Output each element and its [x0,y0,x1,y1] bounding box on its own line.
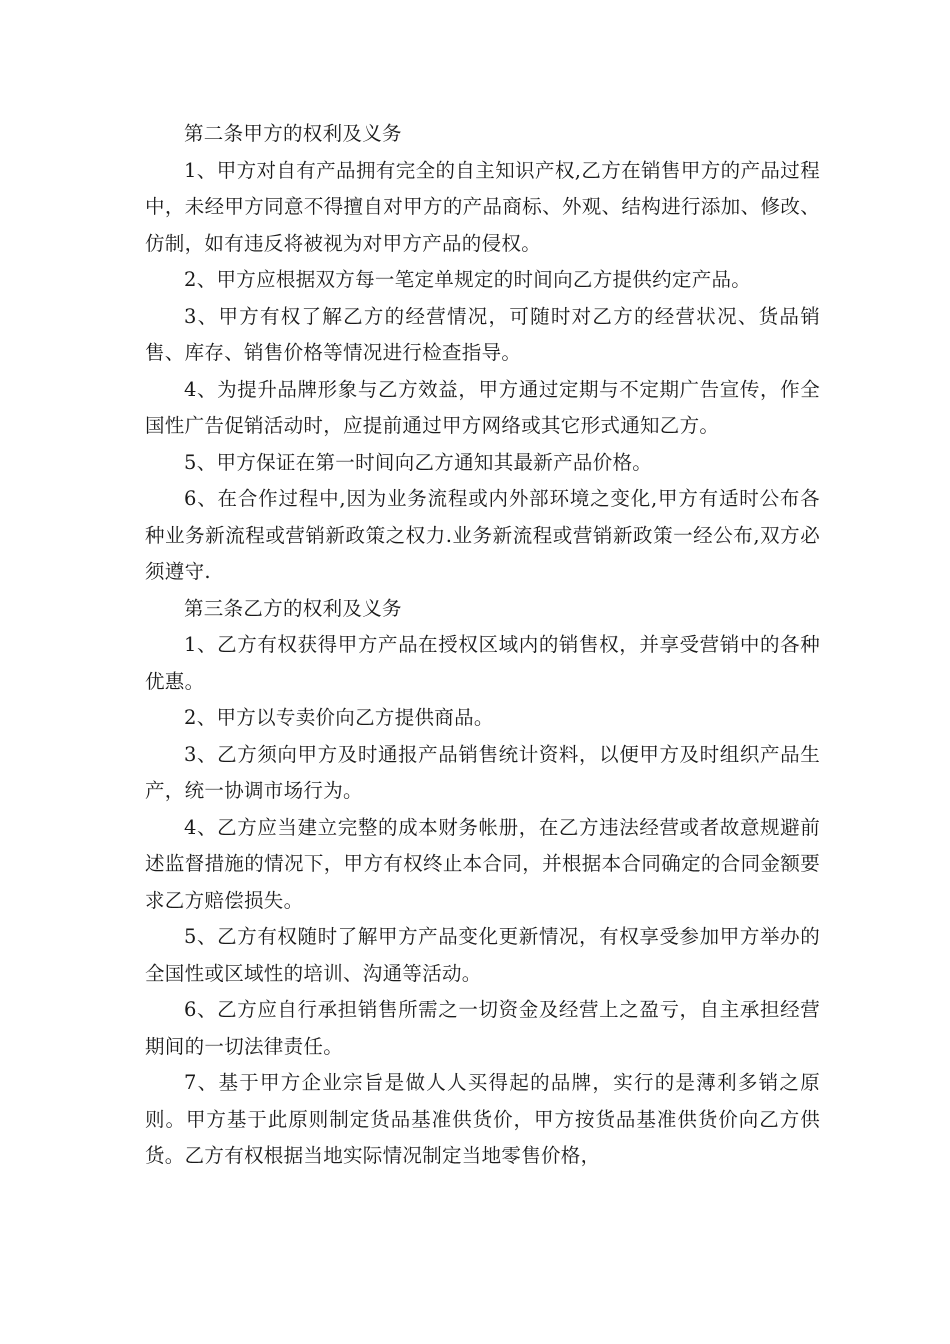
paragraph-3-2: 2、甲方以专卖价向乙方提供商品。 [184,706,494,729]
paragraph-3-4: 4、乙方应当建立完整的成本财务帐册，在乙方违法经营或者故意规避前述监督措施的情况下，甲方有权终止本合同，并根据本合同确定的合同金额要求乙方赔偿损失。 [145,815,820,912]
paragraph-3-3: 3、乙方须向甲方及时通报产品销售统计资料，以便甲方及时组织产品生产，统一协调市场行为。 [145,742,820,802]
paragraph-2-3: 3、甲方有权了解乙方的经营情况，可随时对乙方的经营状况、货品销售、库存、销售价格等情况进行检查指导。 [145,304,820,364]
paragraph-2-1: 1、甲方对自有产品拥有完全的自主知识产权,乙方在销售甲方的产品过程中，未经甲方同意不得擅自对甲方的产品商标、外观、结构进行添加、修改、仿制，如有违反将被视为对甲方产品的侵权。 [145,158,820,255]
paragraph-2-2: 2、甲方应根据双方每一笔定单规定的时间向乙方提供约定产品。 [184,268,752,291]
paragraph-3-7: 7、基于甲方企业宗旨是做人人买得起的品牌，实行的是薄利多销之原则。甲方基于此原则制定货品基准供货价，甲方按货品基准供货价向乙方供货。乙方有权根据当地实际情况制定当地零售价格， [145,1071,820,1167]
paragraph-2-6: 6、在合作过程中,因为业务流程或内外部环境之变化,甲方有适时公布各种业务新流程或营销新政策之权力.业务新流程或营销新政策一经公布,双方必须遵守. [145,487,820,583]
section-heading-3: 第三条乙方的权利及义务 [184,596,402,620]
paragraph-2-5: 5、甲方保证在第一时间向乙方通知其最新产品价格。 [184,450,653,474]
section-heading-2: 第二条甲方的权利及义务 [184,122,402,145]
paragraph-3-6: 6、乙方应自行承担销售所需之一切资金及经营上之盈亏，自主承担经营期间的一切法律责任。 [145,998,820,1058]
document-body [145,116,820,1175]
paragraph-2-4: 4、为提升品牌形象与乙方效益，甲方通过定期与不定期广告宣传，作全国性广告促销活动时，应提前通过甲方网络或其它形式通知乙方。 [145,377,820,437]
paragraph-3-1: 1、乙方有权获得甲方产品在授权区域内的销售权，并享受营销中的各种优惠。 [145,633,820,693]
paragraph-3-5: 5、乙方有权随时了解甲方产品变化更新情况，有权享受参加甲方举办的全国性或区域性的培训、沟通等活动。 [145,925,820,985]
